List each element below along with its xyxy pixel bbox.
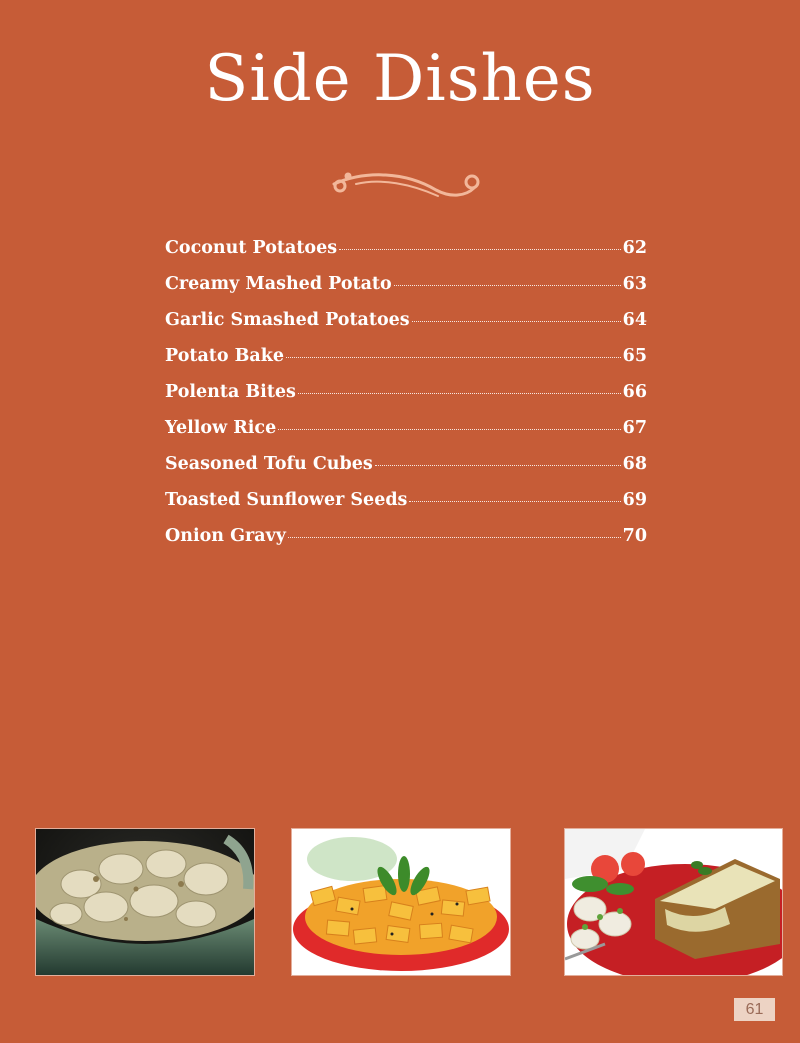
toc-item-title: Onion Gravy xyxy=(165,526,286,546)
toc-item-page: 69 xyxy=(622,490,647,510)
toc-item-onion-gravy[interactable] xyxy=(165,526,647,562)
toc-item-garlic-smashed-potatoes[interactable] xyxy=(165,310,647,346)
toc-item-toasted-sunflower-seeds[interactable] xyxy=(165,490,647,526)
toc-item-title: Toasted Sunflower Seeds xyxy=(165,490,408,510)
toc-item-yellow-rice[interactable] xyxy=(165,418,647,454)
toc-item-polenta-bites[interactable] xyxy=(165,382,647,418)
dot-leader xyxy=(339,249,621,250)
toc-item-title: Seasoned Tofu Cubes xyxy=(165,454,373,474)
toc-item-title: Creamy Mashed Potato xyxy=(165,274,392,294)
toc-item-page: 68 xyxy=(622,454,647,474)
toc-item-page: 70 xyxy=(622,526,647,546)
toc-item-seasoned-tofu-cubes[interactable] xyxy=(165,454,647,490)
dot-leader xyxy=(375,465,621,466)
page-number-badge: 61 xyxy=(734,998,775,1021)
toc-item-page: 63 xyxy=(622,274,647,294)
dot-leader xyxy=(286,357,621,358)
toc-item-page: 66 xyxy=(622,382,647,402)
page-title: Side Dishes xyxy=(204,42,596,116)
table-of-contents xyxy=(165,238,647,562)
toc-item-title: Yellow Rice xyxy=(165,418,277,438)
toc-item-title: Coconut Potatoes xyxy=(165,238,338,258)
dot-leader xyxy=(298,393,621,394)
toc-item-page: 67 xyxy=(622,418,647,438)
toc-item-page: 62 xyxy=(622,238,647,258)
toc-item-title: Potato Bake xyxy=(165,346,285,366)
toc-item-potato-bake[interactable] xyxy=(165,346,647,382)
dot-leader xyxy=(278,429,620,430)
toc-item-page: 65 xyxy=(622,346,647,366)
dot-leader xyxy=(409,501,620,502)
dot-leader xyxy=(288,537,621,538)
nut-loaf-with-gravy-photo xyxy=(564,828,783,976)
toc-item-coconut-potatoes[interactable] xyxy=(165,238,647,274)
toc-item-title: Polenta Bites xyxy=(165,382,296,402)
dot-leader xyxy=(412,321,621,322)
toc-item-page: 64 xyxy=(622,310,647,330)
dot-leader xyxy=(394,285,621,286)
polenta-bites-on-plate-photo xyxy=(291,828,511,976)
potatoes-in-green-pot-photo xyxy=(35,828,255,976)
swirl-ornament-icon xyxy=(326,162,486,206)
toc-item-title: Garlic Smashed Potatoes xyxy=(165,310,410,330)
toc-item-creamy-mashed-potato[interactable] xyxy=(165,274,647,310)
